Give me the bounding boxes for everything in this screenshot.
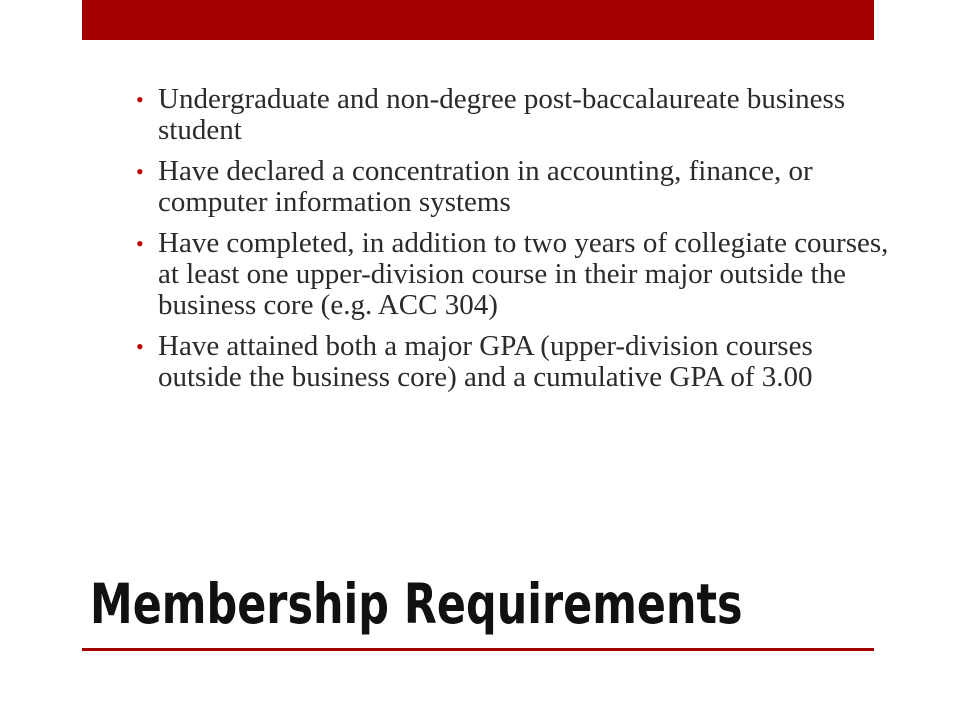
list-item	[136, 84, 896, 146]
list-item	[136, 331, 896, 393]
list-item-text: Have completed, in addition to two years of collegiate courses, at least one upper-division course in their major outside the business core (e.g. ACC 304)	[158, 227, 889, 321]
list-item	[136, 228, 896, 321]
title-underline	[82, 648, 874, 651]
list-item-text: Have attained both a major GPA (upper-division courses outside the business core) and a cumulative GPA of 3.00	[158, 330, 813, 393]
bullet-dot-icon: •	[136, 334, 144, 359]
bullet-dot-icon: •	[136, 87, 144, 112]
top-accent-bar	[82, 0, 874, 40]
requirements-list	[136, 84, 896, 403]
bullet-dot-icon: •	[136, 159, 144, 184]
list-item	[136, 156, 896, 218]
bullet-dot-icon: •	[136, 231, 144, 256]
slide-title: Membership Requirements	[90, 572, 743, 636]
list-item-text: Have declared a concentration in accounting, finance, or computer information systems	[158, 155, 813, 218]
list-item-text: Undergraduate and non-degree post-baccalaureate business student	[158, 83, 846, 146]
